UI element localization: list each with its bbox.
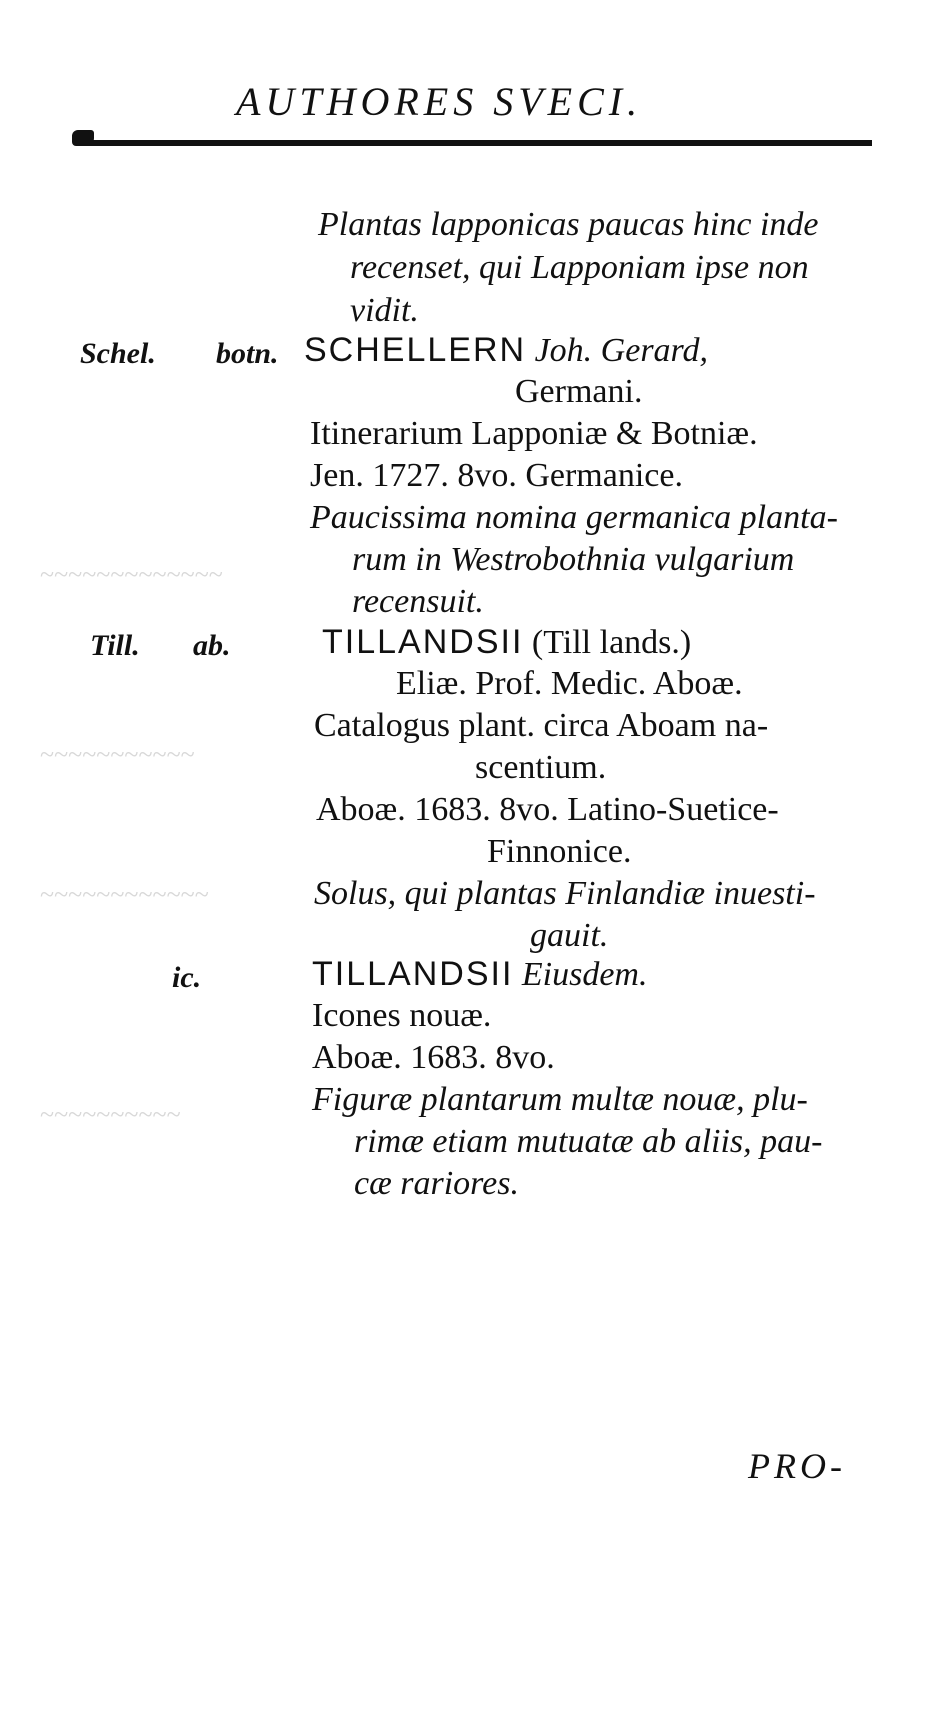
note-line: recenset, qui Lapponiam ipse non [350,249,809,286]
note-line: recensuit. [352,583,484,620]
bleed-through-shadow: ~~~~~~~~~~ [40,1100,181,1129]
bleed-through-shadow: ~~~~~~~~~~~~~ [40,560,223,589]
author-name: SCHELLERN [304,331,527,369]
imprint: Aboæ. 1683. 8vo. Latino-Suetice- [316,791,779,828]
bleed-through-shadow: ~~~~~~~~~~~ [40,740,195,769]
imprint: Jen. 1727. 8vo. Germanice. [310,457,683,494]
imprint: Finnonice. [487,833,632,870]
margin-abbrev-subject: botn. [216,337,279,370]
book-title: Icones nouæ. [312,997,492,1034]
margin-abbrev-author: Till. [90,629,140,662]
margin-abbrev-subject: ic. [172,961,202,994]
author-origin: Eliæ. Prof. Medic. Aboæ. [396,665,743,702]
note-line: rum in Westrobothnia vulgarium [352,541,795,578]
running-head: AUTHORES SVECI. [236,79,643,124]
bleed-through-shadow: ~~~~~~~~~~~~ [40,880,209,909]
margin-abbrev-author: Schel. [80,337,156,370]
note-line: gauit. [530,917,609,954]
note-line: Paucissima nomina germanica planta- [310,499,838,536]
author-heading [304,330,708,371]
note-line: cæ rariores. [354,1165,519,1202]
catchword: PRO- [748,1446,846,1486]
note-line: Figuræ plantarum multæ nouæ, plu- [312,1081,808,1118]
note-line: Solus, qui plantas Finlandiæ inuesti- [314,875,816,912]
book-title: scentium. [475,749,607,786]
author-name: TILLANDSII [312,955,514,993]
author-name: TILLANDSII [322,623,524,661]
header-rule [80,140,872,146]
imprint: Aboæ. 1683. 8vo. [312,1039,555,1076]
note-line: rimæ etiam mutuatæ ab aliis, pau- [354,1123,823,1160]
author-alias: (Till lands.) [531,624,692,661]
author-heading [312,954,647,995]
note-line: Plantas lapponicas paucas hinc inde [318,206,819,243]
book-title: Itinerarium Lapponiæ & Botniæ. [310,415,758,452]
author-heading [322,622,691,663]
margin-abbrev-subject: ab. [193,629,231,662]
note-line: vidit. [350,292,419,329]
book-title: Catalogus plant. circa Aboam na- [314,707,769,744]
author-alias: Eiusdem. [521,956,648,993]
author-origin: Germani. [515,373,643,410]
author-forename: Joh. Gerard, [534,332,709,369]
